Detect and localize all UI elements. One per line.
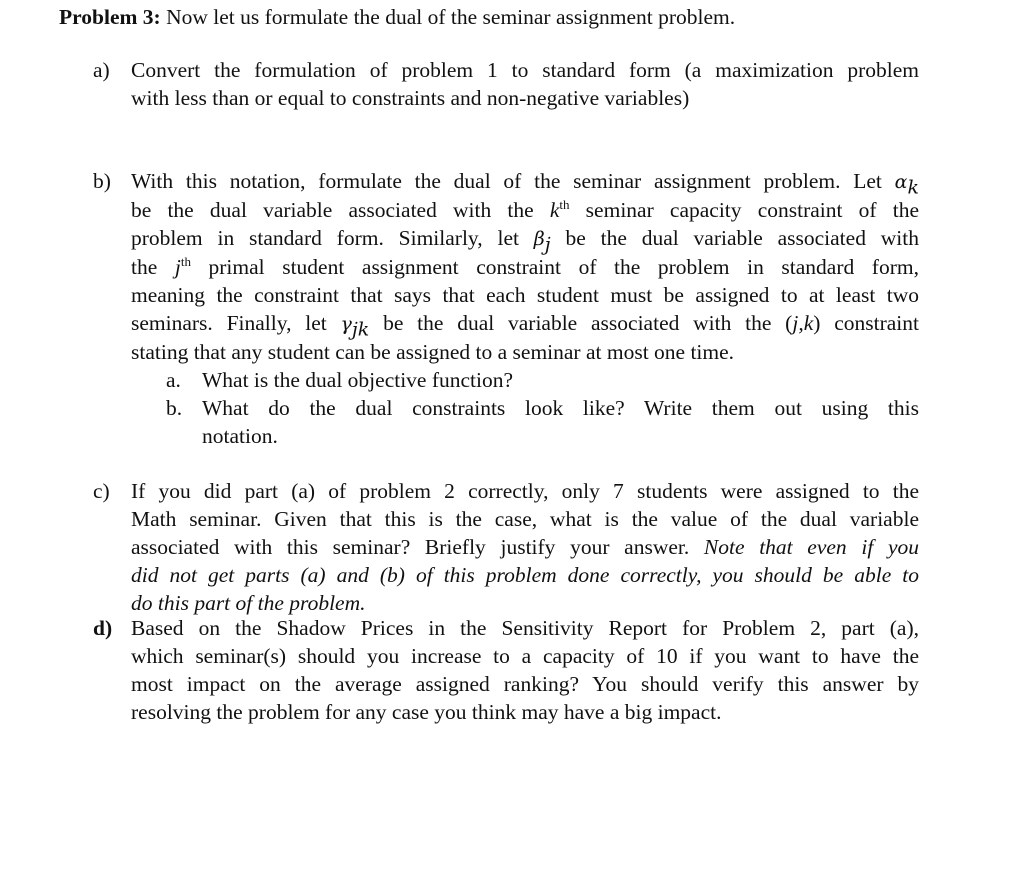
part-c — [93, 477, 919, 617]
part-d-label: d) — [93, 616, 113, 640]
part-b-line: meaning the constraint that says that each student must be assigned to at least two — [131, 283, 919, 307]
subquestion-text: What do the dual constraints look like? Write them out using this — [202, 396, 919, 420]
part-a-label: a) — [93, 58, 110, 82]
part-c-line: associated with this seminar? Briefly justify your answer. Note that even if you — [131, 535, 920, 559]
part-d-line: which seminar(s) should you increase to a capacity of 10 if you want to have the — [131, 644, 919, 668]
part-d — [93, 614, 919, 726]
part-c-line: If you did part (a) of problem 2 correctly, only 7 students were assigned to the — [131, 479, 919, 503]
part-c-label: c) — [93, 479, 110, 503]
part-b-line: problem in standard form. Similarly, let $\beta_j$ be the dual variable associated with — [131, 226, 919, 256]
part-b-subquestion-a — [166, 366, 919, 394]
beta-symbol: β — [533, 228, 545, 250]
part-c-line: do this part of the problem. — [131, 591, 366, 615]
part-d-line: resolving the problem for any case you think may have a big impact. — [131, 700, 722, 724]
part-a — [93, 56, 919, 112]
part-d-line: Based on the Shadow Prices in the Sensitivity Report for Problem 2, part (a), — [131, 616, 919, 640]
subquestion-label: b. — [166, 396, 183, 420]
part-c-line: Math seminar. Given that this is the case, what is the value of the dual variable — [131, 507, 919, 531]
part-b — [93, 167, 919, 366]
part-b-label: b) — [93, 169, 111, 193]
part-c-line: did not get parts (a) and (b) of this problem done correctly, you should be able to — [131, 563, 919, 587]
part-b-line: the $j^{th}$ primal student assignment constraint of the problem in standard form, — [131, 253, 919, 279]
part-b-line: be the dual variable associated with the $k^{th}$ seminar capacity constraint of the — [131, 196, 919, 222]
problem-label: Problem 3: — [59, 5, 161, 29]
problem-title: Now let us formulate the dual of the seminar assignment problem. — [166, 5, 736, 29]
part-b-line: With this notation, formulate the dual of the seminar assignment problem. Let $\alpha_k$ — [131, 169, 919, 199]
alpha-symbol: α — [894, 171, 908, 193]
problem-heading — [59, 4, 735, 31]
part-b-line: stating that any student can be assigned to a seminar at most one time. — [131, 340, 735, 364]
part-b-subquestion-b — [166, 394, 919, 450]
subquestion-text: notation. — [202, 424, 278, 448]
part-b-line: seminars. Finally, let $\gamma_{jk}$ be the dual variable associated with the (j,k) constraint — [131, 311, 919, 341]
part-a-line: with less than or equal to constraints and non-negative variables) — [131, 86, 690, 110]
gamma-symbol: γ — [340, 313, 352, 335]
part-a-line: Convert the formulation of problem 1 to standard form (a maximization problem — [131, 58, 919, 82]
subquestion-label: a. — [166, 368, 181, 392]
part-d-line: most impact on the average assigned ranking? You should verify this answer by — [131, 672, 919, 696]
subquestion-text: What is the dual objective function? — [202, 368, 514, 392]
